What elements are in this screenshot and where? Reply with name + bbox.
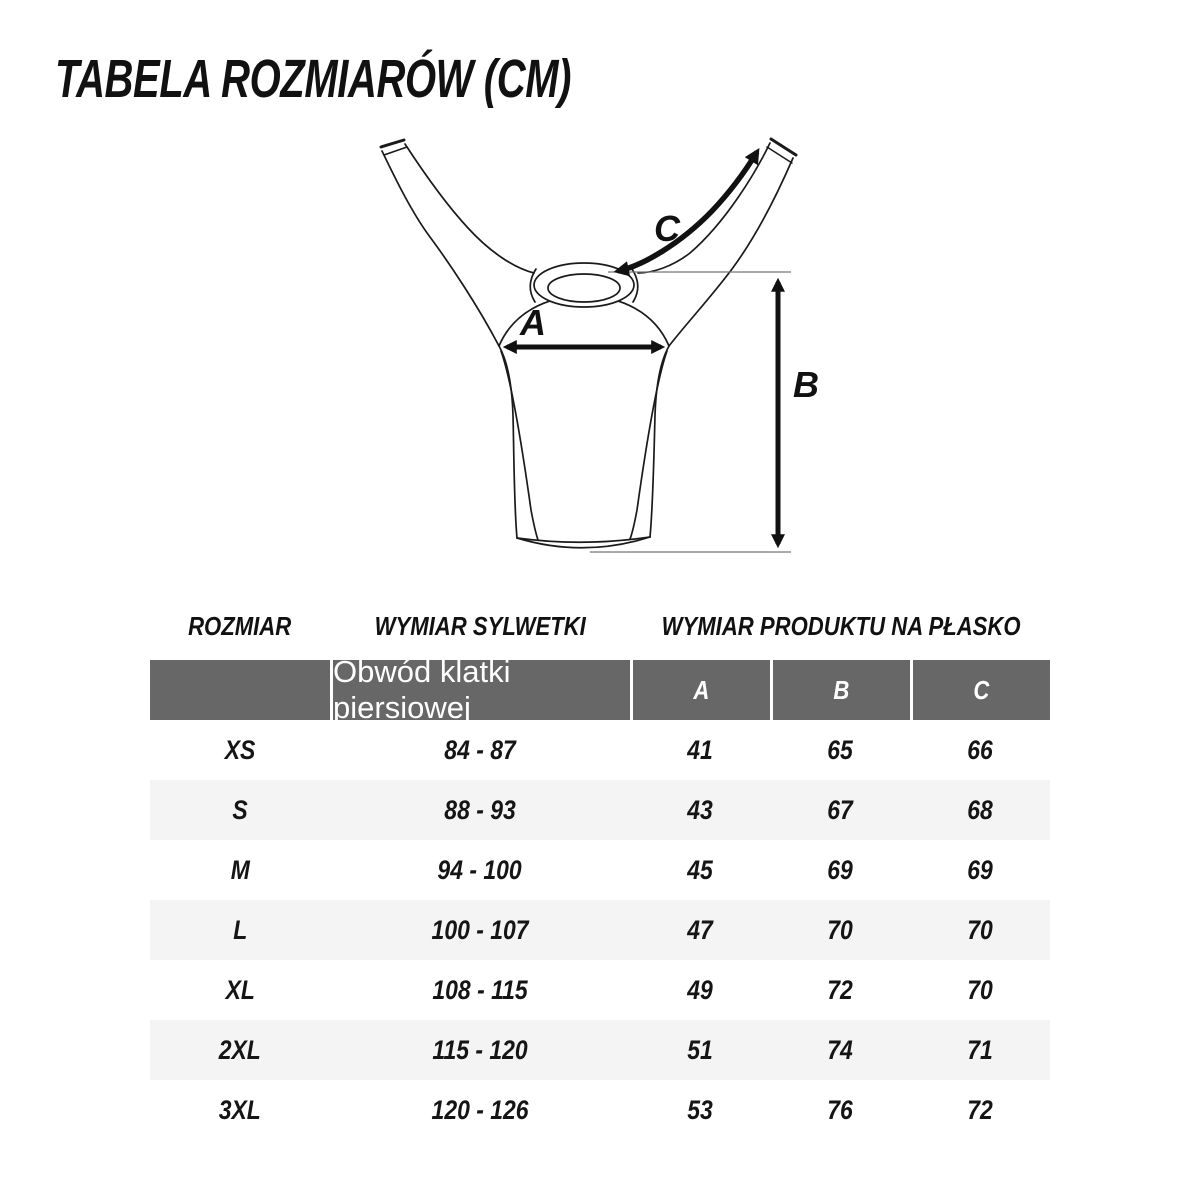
a-cell xyxy=(630,900,770,960)
b-value: 69 xyxy=(827,854,853,885)
c-cell xyxy=(910,840,1050,900)
b-value: 70 xyxy=(827,914,853,945)
size-cell xyxy=(150,720,330,780)
b-cell xyxy=(770,900,910,960)
b-cell xyxy=(770,1080,910,1140)
c-cell xyxy=(910,1080,1050,1140)
chest-cell xyxy=(330,780,630,840)
header-cell-chest xyxy=(330,654,630,725)
size-cell xyxy=(150,900,330,960)
size-value: 3XL xyxy=(218,1094,262,1125)
measure-a-label: A xyxy=(520,302,546,343)
header-cell-b xyxy=(770,660,910,720)
jersey-outline xyxy=(381,139,796,548)
c-cell xyxy=(910,780,1050,840)
chest-cell xyxy=(330,1080,630,1140)
size-cell xyxy=(150,1020,330,1080)
header-chest-text: Obwód klatki piersiowej xyxy=(333,654,511,725)
b-value: 65 xyxy=(827,734,853,765)
a-cell xyxy=(630,1080,770,1140)
c-cell xyxy=(910,1020,1050,1080)
table-group-headers xyxy=(0,608,1200,644)
c-value: 71 xyxy=(967,1034,993,1065)
table-row-m xyxy=(150,840,1050,900)
a-cell xyxy=(630,720,770,780)
group-header-size-text: ROZMIAR xyxy=(188,611,292,641)
size-table xyxy=(150,654,1050,1140)
table-row-xl xyxy=(150,960,1050,1020)
size-cell xyxy=(150,780,330,840)
c-value: 69 xyxy=(967,854,993,885)
size-value: XS xyxy=(224,734,256,765)
a-value: 41 xyxy=(687,734,713,765)
chest-value: 94 - 100 xyxy=(437,854,523,885)
jersey-measurement-diagram xyxy=(350,110,850,590)
measurement-arrows xyxy=(507,152,778,544)
size-value: S xyxy=(232,794,248,825)
a-value: 51 xyxy=(687,1034,713,1065)
group-header-body-text: WYMIAR SYLWETKI xyxy=(374,611,586,641)
page-title-text: TABELA ROZMIARÓW (CM) xyxy=(55,49,572,109)
table-row-xs xyxy=(150,720,1050,780)
a-value: 53 xyxy=(687,1094,713,1125)
header-cell-a xyxy=(630,660,770,720)
a-value: 45 xyxy=(687,854,713,885)
page-title xyxy=(55,48,752,110)
table-body xyxy=(150,720,1050,1140)
left-cuff xyxy=(381,140,404,147)
chest-cell xyxy=(330,960,630,1020)
header-cell-empty xyxy=(150,660,330,720)
b-cell xyxy=(770,720,910,780)
header-cell-c xyxy=(910,660,1050,720)
header-b-text: B xyxy=(833,674,850,705)
left-sleeve-outer-edge xyxy=(382,151,499,346)
size-value: XL xyxy=(225,974,255,1005)
size-value: L xyxy=(232,914,248,945)
size-cell xyxy=(150,1080,330,1140)
header-c-text: C xyxy=(973,674,990,705)
a-cell xyxy=(630,780,770,840)
c-value: 70 xyxy=(967,974,993,1005)
left-cuff-inner xyxy=(384,147,407,155)
group-header-body-measure xyxy=(330,608,630,644)
chest-cell xyxy=(330,900,630,960)
c-value: 66 xyxy=(967,734,993,765)
table-row-3xl xyxy=(150,1080,1050,1140)
b-value: 76 xyxy=(827,1094,853,1125)
b-cell xyxy=(770,840,910,900)
table-header-row xyxy=(150,654,1050,725)
c-cell xyxy=(910,900,1050,960)
size-value: M xyxy=(230,854,250,885)
b-value: 72 xyxy=(827,974,853,1005)
a-value: 43 xyxy=(687,794,713,825)
a-value: 47 xyxy=(687,914,713,945)
chest-value: 88 - 93 xyxy=(444,794,516,825)
a-cell xyxy=(630,840,770,900)
a-cell xyxy=(630,1020,770,1080)
c-value: 68 xyxy=(967,794,993,825)
c-value: 70 xyxy=(967,914,993,945)
group-header-size xyxy=(150,608,330,644)
size-cell xyxy=(150,840,330,900)
left-sleeve-inner-edge xyxy=(405,144,534,273)
measure-c-label: C xyxy=(654,208,680,249)
size-cell xyxy=(150,960,330,1020)
b-cell xyxy=(770,780,910,840)
chest-cell xyxy=(330,840,630,900)
table-row-s xyxy=(150,780,1050,840)
a-value: 49 xyxy=(687,974,713,1005)
chest-value: 120 - 126 xyxy=(431,1094,529,1125)
b-cell xyxy=(770,960,910,1020)
c-value: 72 xyxy=(967,1094,993,1125)
b-cell xyxy=(770,1020,910,1080)
group-header-product-text: WYMIAR PRODUKTU NA PŁASKO xyxy=(661,611,1021,641)
table-row-2xl xyxy=(150,1020,1050,1080)
reference-lines xyxy=(590,272,791,552)
c-cell xyxy=(910,720,1050,780)
group-header-product-measure xyxy=(630,608,1050,644)
chest-value: 84 - 87 xyxy=(444,734,516,765)
a-cell xyxy=(630,960,770,1020)
header-a-text: A xyxy=(693,674,710,705)
b-value: 67 xyxy=(827,794,853,825)
body-right-seam xyxy=(630,351,667,539)
measure-b-label: B xyxy=(793,364,819,405)
chest-cell xyxy=(330,720,630,780)
chest-value: 100 - 107 xyxy=(431,914,529,945)
chest-value: 115 - 120 xyxy=(432,1034,528,1065)
body-left-seam xyxy=(501,351,538,540)
c-cell xyxy=(910,960,1050,1020)
measure-c-arrow xyxy=(618,152,757,271)
table-row-l xyxy=(150,900,1050,960)
size-value: 2XL xyxy=(218,1034,262,1065)
chest-cell xyxy=(330,1020,630,1080)
chest-value: 108 - 115 xyxy=(432,974,528,1005)
b-value: 74 xyxy=(827,1034,853,1065)
